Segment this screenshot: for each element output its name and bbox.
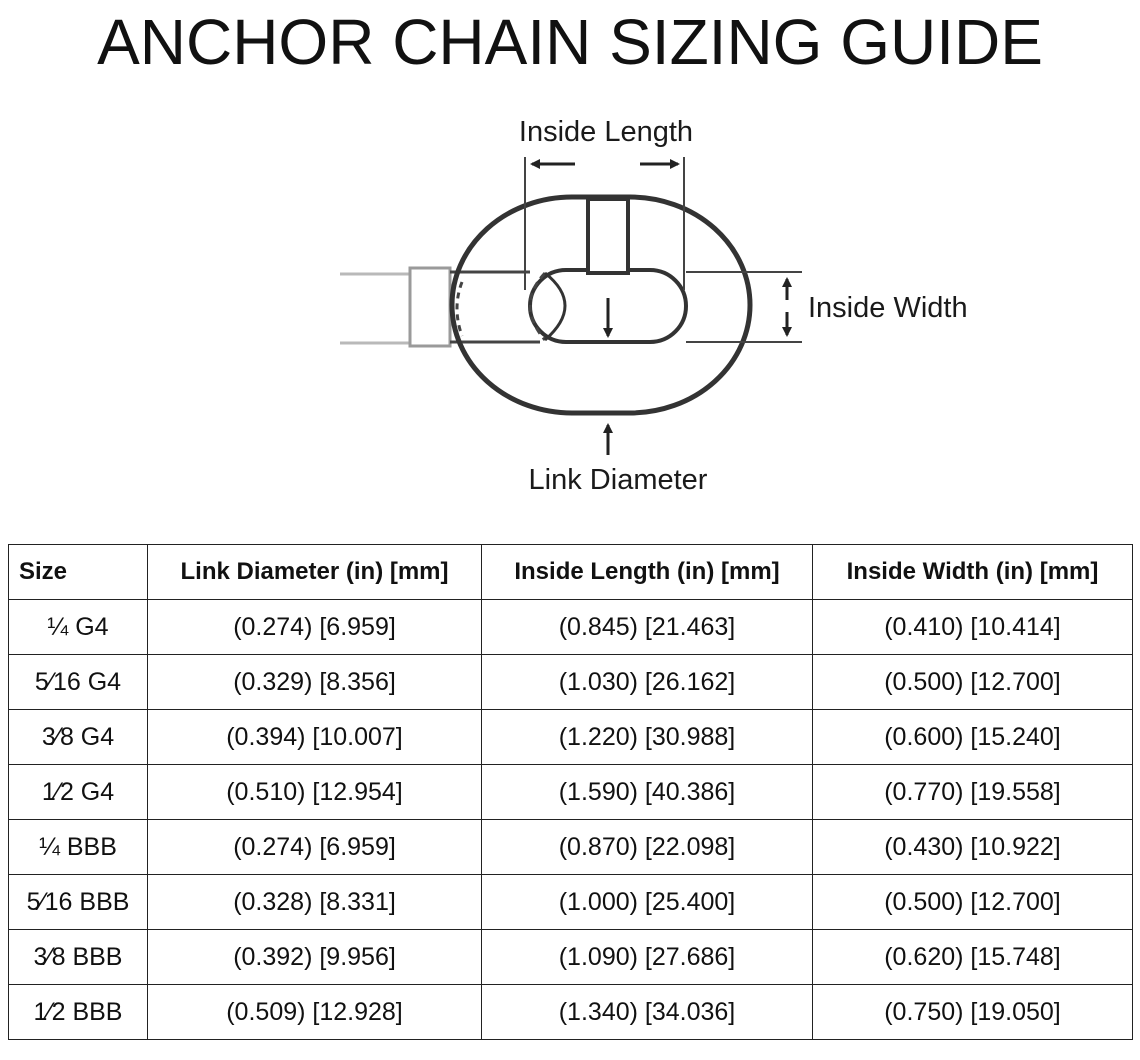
header-link-diameter: Link Diameter (in) [mm] [148,545,482,600]
cell-size: 1⁄2 BBB [9,985,148,1040]
cell-size: ¼ BBB [9,820,148,875]
cell-link-diameter: (0.394) [10.007] [148,710,482,765]
cell-size: 1⁄2 G4 [9,765,148,820]
cell-inside-width: (0.770) [19.558] [813,765,1133,820]
interlock-curve [530,273,545,340]
table-row [9,710,1133,765]
cell-inside-width: (0.430) [10.922] [813,820,1133,875]
table-row [9,820,1133,875]
cell-inside-width: (0.410) [10.414] [813,600,1133,655]
cell-inside-length: (0.870) [22.098] [482,820,813,875]
table-header-row [9,545,1133,600]
header-size: Size [9,545,148,600]
inside-length-label: Inside Length [518,116,694,148]
cell-inside-width: (0.600) [15.240] [813,710,1133,765]
cell-size: ¼ G4 [9,600,148,655]
adjacent-link [340,268,540,346]
table-row [9,875,1133,930]
chain-link-diagram [0,0,1140,520]
cell-inside-length: (1.000) [25.400] [482,875,813,930]
link-weld-band [588,199,628,273]
header-inside-length: Inside Length (in) [mm] [482,545,813,600]
cell-link-diameter: (0.509) [12.928] [148,985,482,1040]
table-row [9,655,1133,710]
cell-link-diameter: (0.329) [8.356] [148,655,482,710]
header-inside-width: Inside Width (in) [mm] [813,545,1133,600]
table-row [9,985,1133,1040]
cell-link-diameter: (0.274) [6.959] [148,600,482,655]
inside-width-label: Inside Width [808,292,968,324]
sizing-table [8,544,1133,1040]
cell-size: 3⁄8 BBB [9,930,148,985]
cell-link-diameter: (0.274) [6.959] [148,820,482,875]
cell-inside-width: (0.750) [19.050] [813,985,1133,1040]
cell-inside-width: (0.500) [12.700] [813,655,1133,710]
cell-inside-length: (0.845) [21.463] [482,600,813,655]
table-row [9,600,1133,655]
cell-inside-length: (1.340) [34.036] [482,985,813,1040]
cell-inside-length: (1.090) [27.686] [482,930,813,985]
cell-size: 5⁄16 BBB [9,875,148,930]
cell-inside-length: (1.590) [40.386] [482,765,813,820]
cell-inside-length: (1.220) [30.988] [482,710,813,765]
cell-inside-width: (0.500) [12.700] [813,875,1133,930]
link-diameter-label: Link Diameter [528,464,708,496]
cell-link-diameter: (0.510) [12.954] [148,765,482,820]
page-title: ANCHOR CHAIN SIZING GUIDE [97,6,1043,78]
cell-size: 5⁄16 G4 [9,655,148,710]
table-row [9,930,1133,985]
table-row [9,765,1133,820]
cell-inside-length: (1.030) [26.162] [482,655,813,710]
cell-link-diameter: (0.392) [9.956] [148,930,482,985]
cell-inside-width: (0.620) [15.748] [813,930,1133,985]
cell-link-diameter: (0.328) [8.331] [148,875,482,930]
cell-size: 3⁄8 G4 [9,710,148,765]
